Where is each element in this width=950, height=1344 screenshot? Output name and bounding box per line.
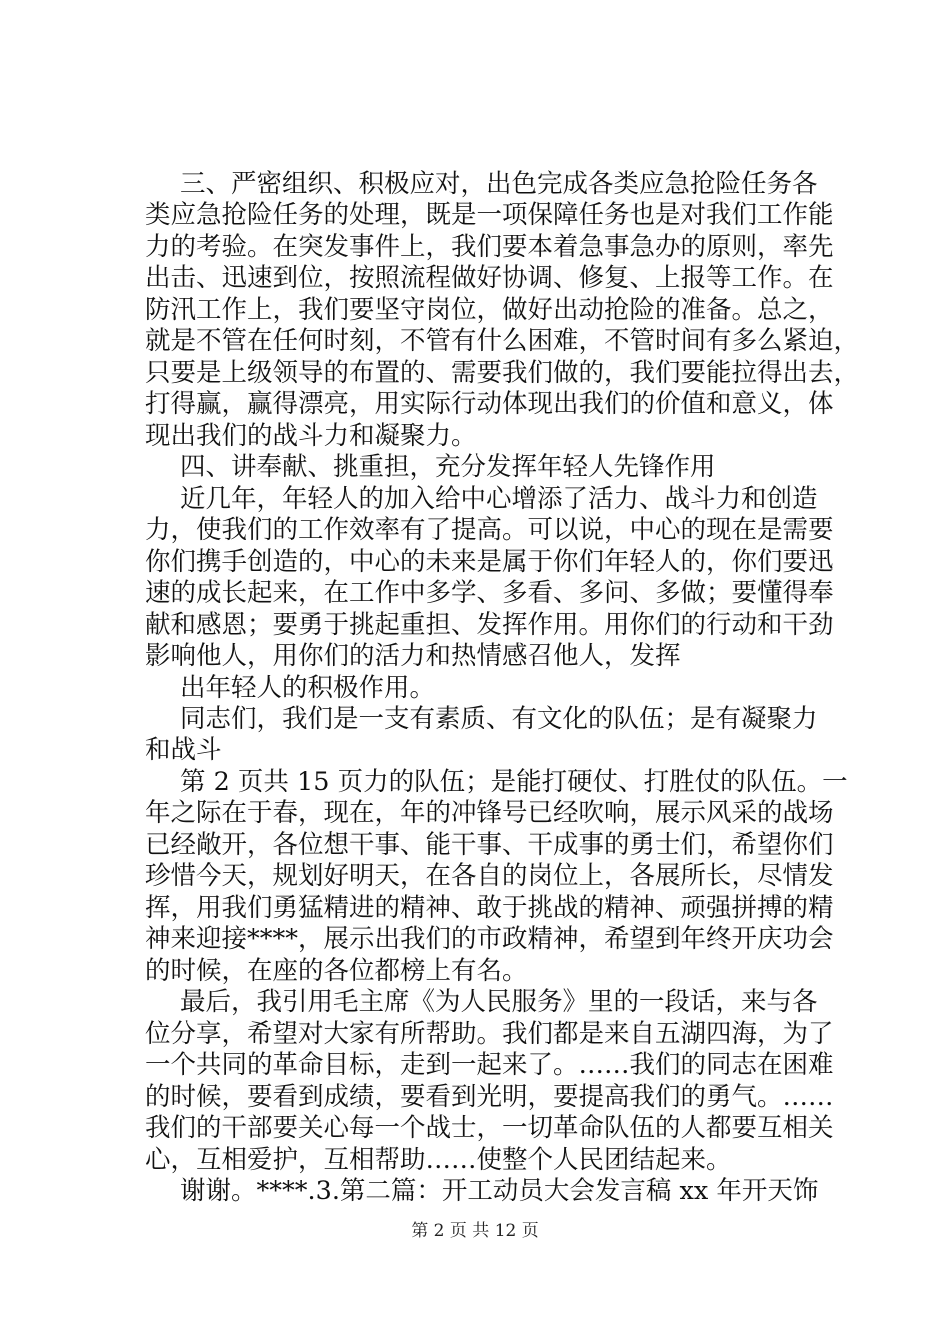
body-line: 已经敞开，各位想干事、能干事、干成事的勇士们，希望你们 bbox=[145, 830, 834, 860]
body-line: 的时候，在座的各位都榜上有名。 bbox=[145, 956, 528, 986]
body-line: 同志们，我们是一支有素质、有文化的队伍；是有凝聚力 bbox=[180, 704, 818, 734]
body-line: 年之际在于春，现在，年的冲锋号已经吹响，展示风采的战场 bbox=[145, 798, 834, 828]
body-line: 的时候，要看到成绩，要看到光明，要提高我们的勇气。…… bbox=[145, 1082, 834, 1112]
body-line: 第 2 页共 15 页力的队伍；是能打硬仗、打胜仗的队伍。一 bbox=[180, 767, 848, 797]
body-line: 现出我们的战斗力和凝聚力。 bbox=[145, 421, 477, 451]
body-line: 我们的干部要关心每一个战士，一切革命队伍的人都要互相关 bbox=[145, 1113, 834, 1143]
page-footer: 第 2 页 共 12 页 bbox=[411, 1221, 539, 1241]
body-line: 三、严密组织、积极应对，出色完成各类应急抢险任务各 bbox=[180, 169, 818, 199]
body-line: 珍惜今天，规划好明天，在各自的岗位上，各展所长，尽情发 bbox=[145, 861, 834, 891]
body-line: 一个共同的革命目标，走到一起来了。……我们的同志在困难 bbox=[145, 1050, 834, 1080]
body-line: 打得赢，赢得漂亮，用实际行动体现出我们的价值和意义，体 bbox=[145, 389, 834, 419]
body-line: 心，互相爱护，互相帮助……使整个人民团结起来。 bbox=[145, 1145, 732, 1175]
body-line: 近几年，年轻人的加入给中心增添了活力、战斗力和创造 bbox=[180, 484, 818, 514]
body-line: 防汛工作上，我们要坚守岗位，做好出动抢险的准备。总之， bbox=[145, 295, 834, 325]
section-heading: 四、讲奉献、挑重担，充分发挥年轻人先锋作用 bbox=[180, 452, 716, 482]
body-line: 神来迎接****，展示出我们的市政精神，希望到年终开庆功会 bbox=[145, 924, 834, 954]
body-line: 挥，用我们勇猛精进的精神、敢于挑战的精神、顽强拼搏的精 bbox=[145, 893, 834, 923]
body-line: 只要是上级领导的布置的、需要我们做的，我们要能拉得出去， bbox=[145, 358, 860, 388]
body-line: 力，使我们的工作效率有了提高。可以说，中心的现在是需要 bbox=[145, 515, 834, 545]
body-line: 类应急抢险任务的处理，既是一项保障任务也是对我们工作能 bbox=[145, 200, 834, 230]
body-line: 献和感恩；要勇于挑起重担、发挥作用。用你们的行动和干劲 bbox=[145, 610, 834, 640]
body-line: 出击、迅速到位，按照流程做好协调、修复、上报等工作。在 bbox=[145, 263, 834, 293]
body-line: 影响他人，用你们的活力和热情感召他人，发挥 bbox=[145, 641, 681, 671]
body-line: 速的成长起来，在工作中多学、多看、多问、多做；要懂得奉 bbox=[145, 578, 834, 608]
body-line: 就是不管在任何时刻，不管有什么困难，不管时间有多么紧迫， bbox=[145, 326, 860, 356]
body-line: 谢谢。****.3.第二篇：开工动员大会发言稿 xx 年开天饰 bbox=[180, 1176, 819, 1206]
body-line: 力的考验。在突发事件上，我们要本着急事急办的原则，率先 bbox=[145, 232, 834, 262]
body-line: 和战斗 bbox=[145, 735, 222, 765]
body-line: 出年轻人的积极作用。 bbox=[180, 673, 436, 703]
body-line: 最后，我引用毛主席《为人民服务》里的一段话，来与各 bbox=[180, 987, 818, 1017]
body-line: 你们携手创造的，中心的未来是属于你们年轻人的，你们要迅 bbox=[145, 547, 834, 577]
body-line: 位分享，希望对大家有所帮助。我们都是来自五湖四海，为了 bbox=[145, 1019, 834, 1049]
